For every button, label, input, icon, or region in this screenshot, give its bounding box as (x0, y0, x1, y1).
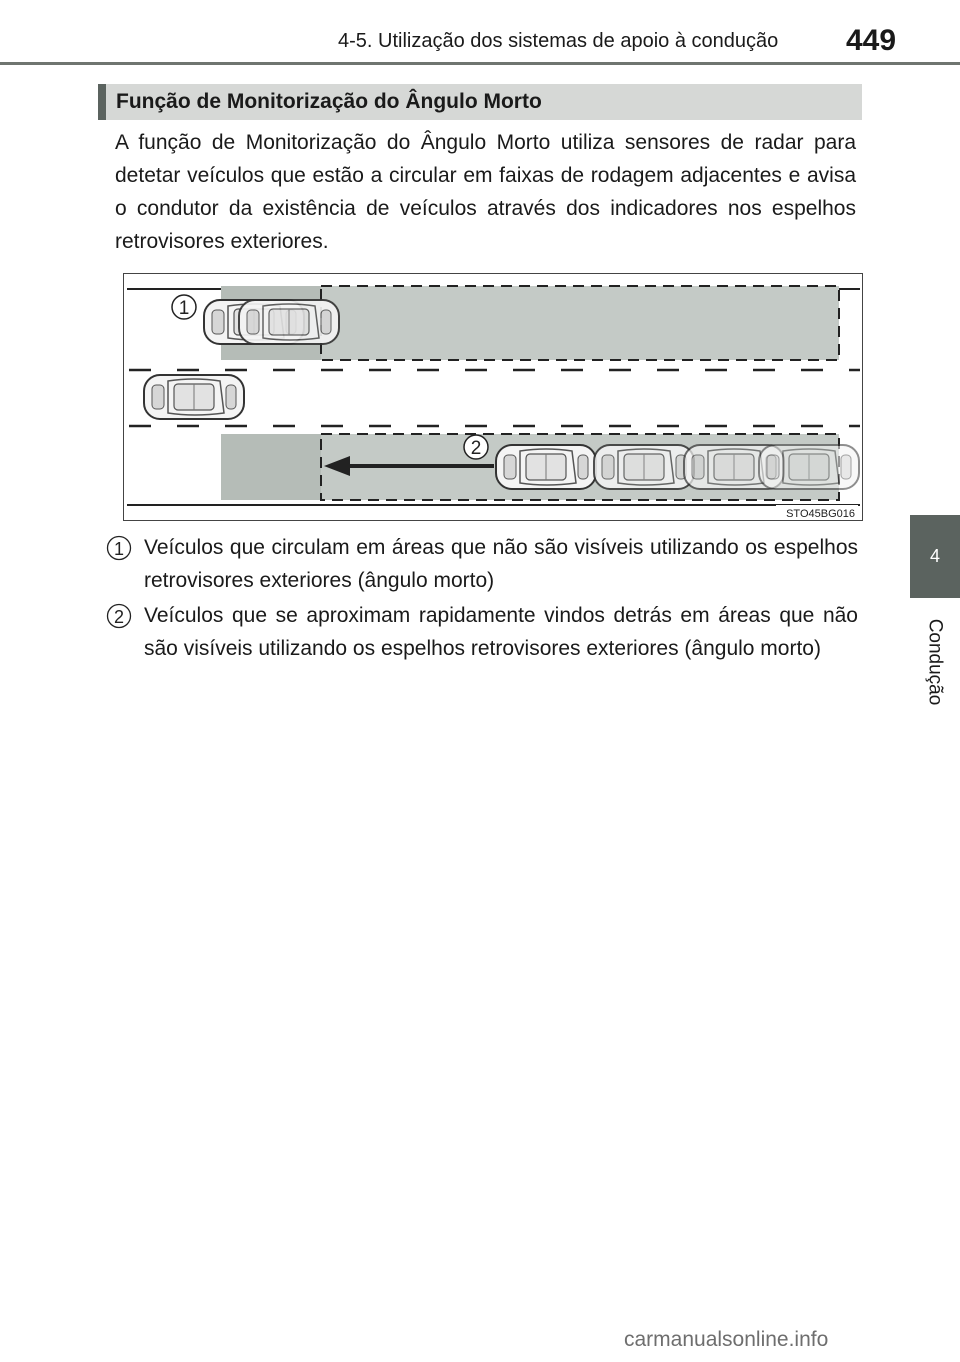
page-number: 449 (846, 24, 897, 57)
section-heading (98, 84, 862, 120)
watermark[interactable]: carmanualsonline.info (624, 1328, 829, 1351)
intro-paragraph: A função de Monitorização do Ângulo Morto utiliza sensores de radar para detetar veículos que estão a circular em faixas de rodagem adjacentes e avisa o condutor da existência de veículos através dos indicadores nos espelhos retrovisores exteriores. (115, 131, 856, 253)
list-item-text: Veículos que se aproximam rapidamente vindos detrás em áreas que não são visíveis utilizando os espelhos retrovisores exteriores (ângulo morto) (144, 604, 858, 660)
number-marker-icon (106, 535, 132, 561)
figure-code: STO45BG016 (786, 508, 855, 520)
section-accent (98, 84, 106, 120)
number-marker-icon (106, 603, 132, 629)
section-title: Função de Monitorização do Ângulo Morto (116, 90, 542, 113)
chapter-number: 4 (929, 546, 940, 566)
list-item (106, 599, 858, 665)
list-item (106, 531, 858, 597)
chapter-tab (910, 515, 960, 598)
callout-1: 1 (178, 298, 190, 319)
running-header: 4-5. Utilização dos sistemas de apoio à condução (338, 30, 779, 52)
chapter-label-container (908, 612, 960, 712)
svg-text:1: 1 (113, 539, 125, 559)
header-rule (0, 62, 960, 65)
chapter-label: Condução (924, 618, 945, 706)
list-item-text: Veículos que circulam em áreas que não são visíveis utilizando os espelhos retrovisores exteriores (ângulo morto) (144, 536, 858, 592)
blind-spot-illustration (123, 273, 863, 521)
svg-text:2: 2 (113, 607, 125, 627)
approaching-car (496, 445, 596, 489)
own-vehicle (144, 375, 244, 419)
callout-2: 2 (470, 438, 482, 459)
